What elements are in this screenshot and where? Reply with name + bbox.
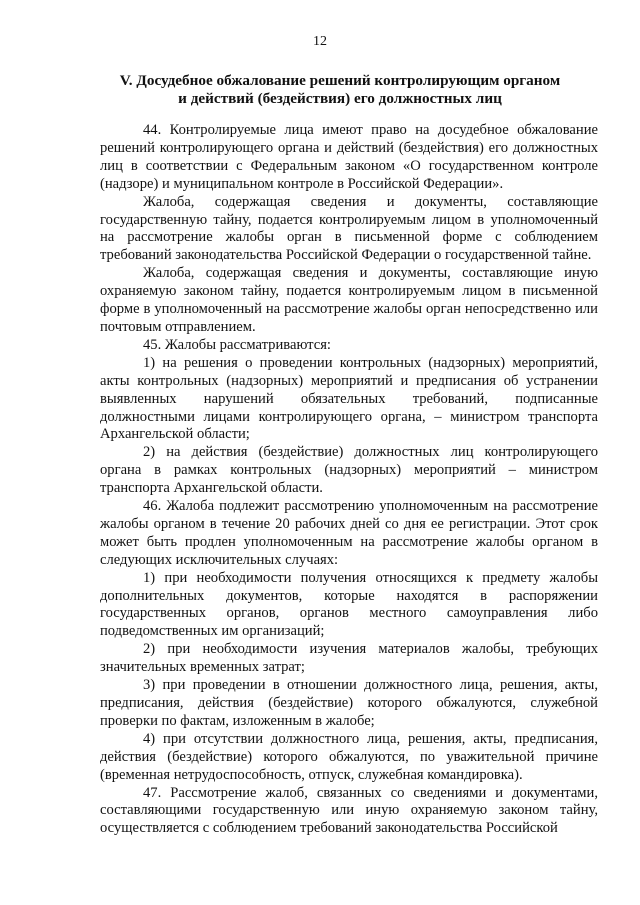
section-heading [100, 72, 580, 108]
list-item-46-2: 2) при необходимости изучения материалов жалобы, требующих значительных временных затрат; [100, 641, 598, 676]
paragraph-45: 45. Жалобы рассматриваются: [143, 336, 331, 353]
list-item-46-4: 4) при отсутствии должностного лица, решения, акты, предписания, действия (бездействие) которого обжалуются, по уважительной причине (временная нетрудоспособность, отпуск, служебная командировка). [100, 730, 598, 783]
paragraph-44: 44. Контролируемые лица имеют право на досудебное обжалование решений контролирующего органа и действий (бездействия) его должностных лиц в соответствии с Федеральным законом «О государственном контроле (надзоре) и муниципальном контроле в Российской Федерации». [100, 122, 598, 192]
paragraph-46: 46. Жалоба подлежит рассмотрению уполномоченным на рассмотрение жалобы органом в течение 20 рабочих дней со дня ее регистрации. Этот срок может быть продлен уполномоченным на рассмотрение жалобы органом в следующих исключительных случаях: [100, 498, 598, 568]
page-number: 12 [313, 34, 327, 49]
paragraph-47: 47. Рассмотрение жалоб, связанных со сведениями и документами, составляющими государственную или иную охраняемую законом тайну, осуществляется с соблюдением требований законодательства Российской [100, 784, 598, 837]
list-item-45-1: 1) на решения о проведении контрольных (надзорных) мероприятий, акты контрольных (надзорных) мероприятий и предписания об устранении выявленных нарушений обязательных требований, подписанные должностными лицами контролирующего органа, – министром транспорта Архангельской области; [100, 354, 598, 443]
paragraph-other-secret: Жалоба, содержащая сведения и документы, составляющие иную охраняемую законом тайну, подается контролируемым лицом в письменной форме в уполномоченный на рассмотрение жалобы орган непосредственно или почтовым отправлением. [100, 265, 598, 335]
list-item-46-3: 3) при проведении в отношении должностного лица, решения, акты, предписания, действия (бездействие) которого обжалуются, служебной проверки по фактам, изложенным в жалобе; [100, 677, 598, 729]
section-heading-line-1: V. Досудебное обжалование решений контролирующим органом [119, 72, 561, 89]
paragraph-state-secret: Жалоба, содержащая сведения и документы, составляющие государственную тайну, подается контролируемым лицом в уполномоченный на рассмотрение жалобы орган в письменной форме с соблюдением требований законодательства Российской Федерации о государственной тайне. [100, 193, 598, 264]
list-item-46-1: 1) при необходимости получения относящихся к предмету жалобы дополнительных документов, которые находятся в распоряжении государственных органов, органов местного самоуправления либо подведомственных им организаций; [100, 569, 598, 640]
list-item-45-2: 2) на действия (бездействие) должностных лиц контролирующего органа в рамках контрольных (надзорных) мероприятий – министром транспорта Архангельской области. [100, 444, 598, 497]
section-heading-line-2: и действий (бездействия) его должностных лиц [178, 90, 502, 107]
document-body [100, 122, 598, 838]
